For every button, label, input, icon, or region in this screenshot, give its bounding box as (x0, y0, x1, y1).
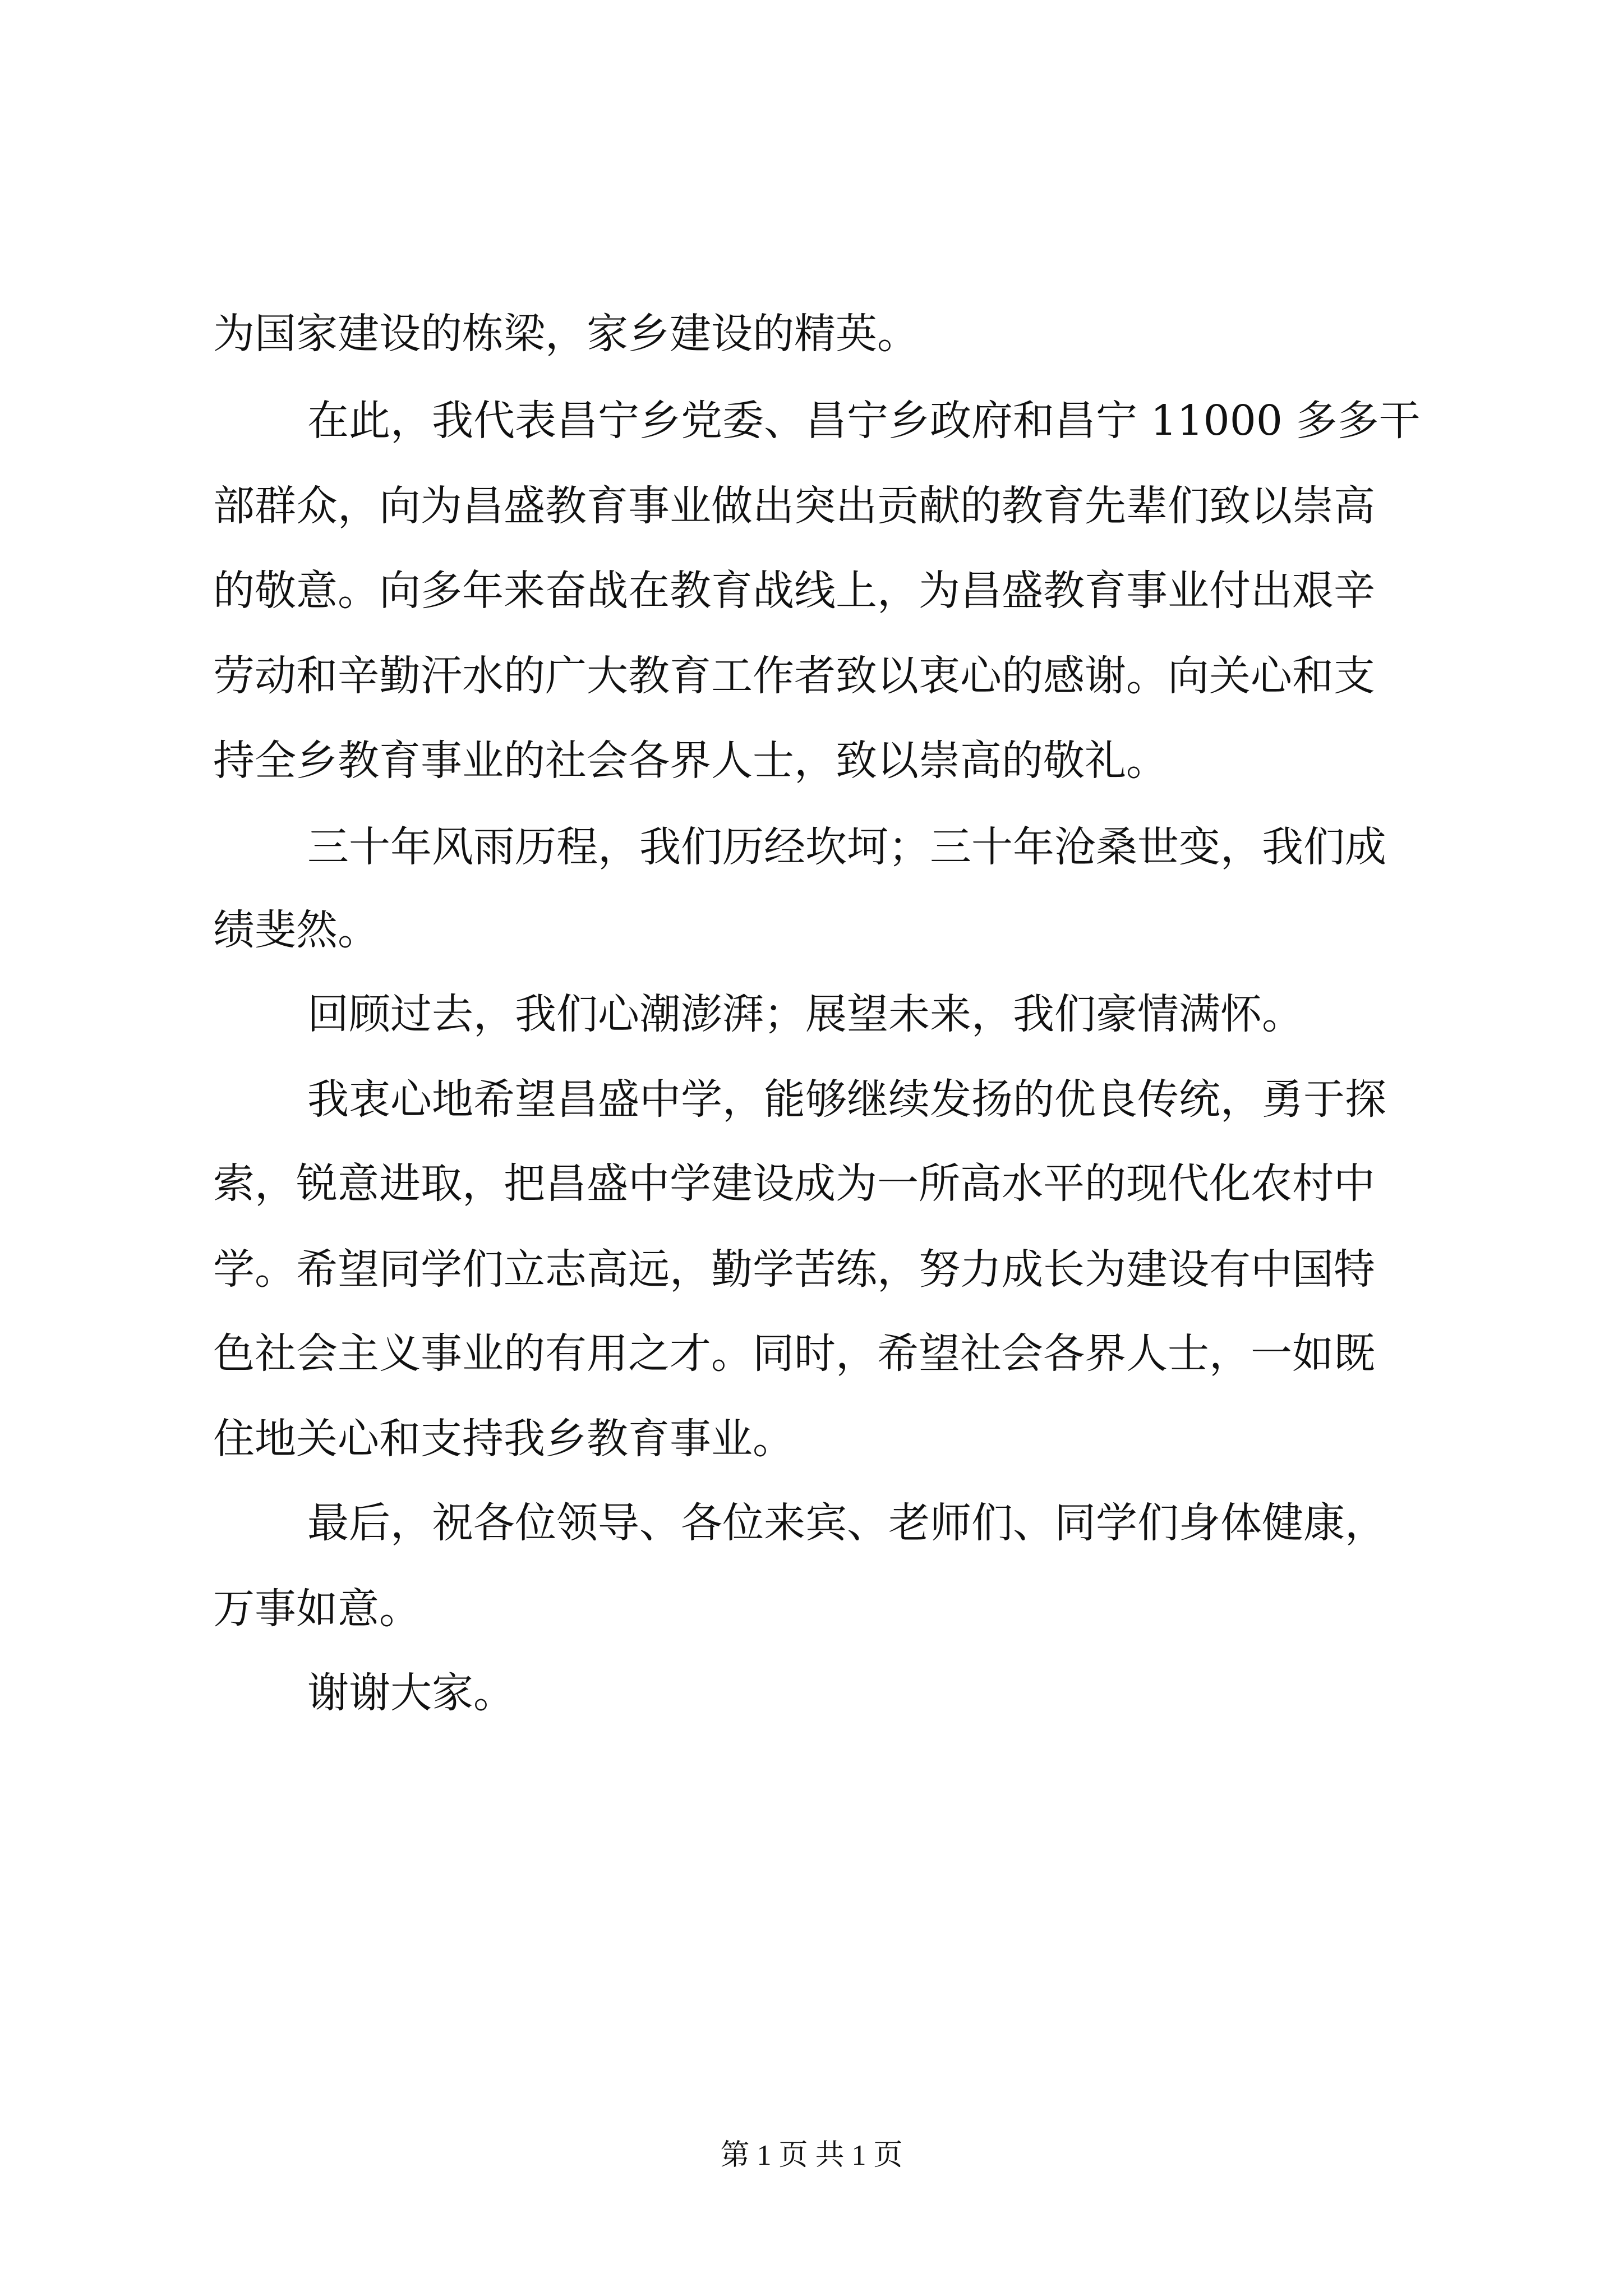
paragraph-line: 学。希望同学们立志高远，勤学苦练，努力成长为建设有中国特 (213, 1245, 1375, 1294)
paragraph-line: 在此，我代表昌宁乡党委、昌宁乡政府和昌宁 11000 多多干 (307, 397, 1421, 445)
page-number-footer: 第 1 页 共 1 页 (720, 2139, 903, 2171)
paragraph-line: 为国家建设的栋梁，家乡建设的精英。 (213, 310, 919, 358)
paragraph-line: 住地关心和支持我乡教育事业。 (213, 1415, 794, 1463)
paragraph-line: 劳动和辛勤汗水的广大教育工作者致以衷心的感谢。向关心和支 (213, 652, 1375, 700)
paragraph-line: 谢谢大家。 (307, 1669, 515, 1717)
paragraph-line: 色社会主义事业的有用之才。同时，希望社会各界人士，一如既 (213, 1329, 1375, 1378)
paragraph-line: 三十年风雨历程，我们历经坎坷；三十年沧桑世变，我们成 (307, 823, 1386, 871)
paragraph-line: 绩斐然。 (213, 906, 379, 954)
paragraph-line: 我衷心地希望昌盛中学，能够继续发扬的优良传统，勇于探 (307, 1075, 1386, 1124)
paragraph-line: 持全乡教育事业的社会各界人士，致以崇高的敬礼。 (213, 737, 1168, 785)
paragraph-line: 回顾过去，我们心潮澎湃；展望未来，我们豪情满怀。 (307, 990, 1303, 1038)
paragraph-line: 万事如意。 (213, 1585, 421, 1633)
paragraph-line: 的敬意。向多年来奋战在教育战线上，为昌盛教育事业付出艰辛 (213, 567, 1375, 615)
paragraph-line: 最后，祝各位领导、各位来宾、老师们、同学们身体健康， (307, 1499, 1386, 1547)
paragraph-line: 部群众，向为昌盛教育事业做出突出贡献的教育先辈们致以崇高 (213, 482, 1375, 530)
paragraph-line: 索，锐意进取，把昌盛中学建设成为一所高水平的现代化农村中 (213, 1159, 1375, 1208)
